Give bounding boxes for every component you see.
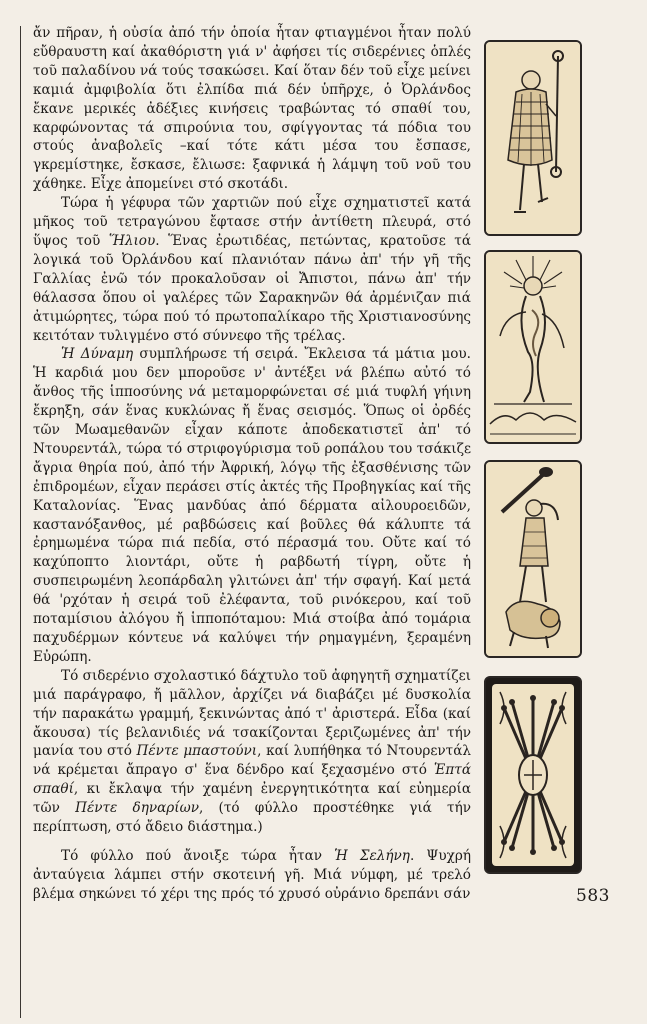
fool-card-illustration: [486, 42, 580, 234]
coins-card-illustration: [486, 678, 580, 872]
paragraph-4: Τό σιδερένιο σχολαστικό δάχτυλο τοῦ ἀφηγητῆ σχηματίζει μιά παράγραφο, ἤ μᾶλλον, ἀρχίζει νά διαβάζει μέ δυσκολία τήν παρακάτω γραμμή, ξεκινώντας ἀπό τ' ἀριστερά. Εἶδα (καί ἄκουσα) τίς βελανιδιές νά τσακίζονται ξεριζωμένες ἀπ' τήν μανία του στό Πέντε μπαστούνι, καί λυπήθηκα τό Ντουρεντάλ νά κρέμεται ἄπραγο σ' ἕνα δένδρο καί ξεχασμένο στό Ἑπτά σπαθί, κι ἔκλαψα τήν χαμένη ἐνεργητικότητα καί εὐημερία τῶν Πέντε δηναρίων, (τό φύλλο προστέθηκε γιά τήν περίπτωση, στό ἄδειο διάστημα.): [33, 667, 471, 836]
coins-card: [484, 676, 582, 874]
paragraph-2: Τώρα ἡ γέφυρα τῶν χαρτιῶν πού εἶχε σχηματιστεῖ κατά μῆκος τοῦ τετραγώνου ἔφτασε στήν ἀντίθετη πλευρά, στό ὕψος τοῦ Ἥλιου. Ἕνας ἐρωτιδέας, πετώντας, κρατοῦσε τά λογικά τοῦ Ὀρλάνδου καί πλανιόταν πάνω ἀπ' τήν γῆ τῆς Γαλλίας ἐνῶ τόν προκαλοῦσαν οἱ Ἄπιστοι, πάνω ἀπ' τήν θάλασσα ὅπου οἱ γαλέρες τῶν Σαρακηνῶν θά ἀρμένιζαν πιά ἀτιμώρητες, τώρα πού τό πρωτοπαλίκαρο τῆς Χριστιανοσύνης κειτόταν τυλιγμένο στό σύννεφο τῆς τρέλας.: [33, 195, 471, 344]
fool-card: [484, 40, 582, 236]
paragraph-3: Ἡ Δύναμη συμπλήρωσε τή σειρά. Ἔκλεισα τά μάτια μου. Ἡ καρδιά μου δεν μποροῦσε ν' ἀντέξει νά βλέπω αὐτό τό ἄνθος τῆς ἱπποσύνης νά μεταμορφώνεται σέ μιά τυφλή γήινη ἔκρηξη, σάν ἕνας κυκλώνας ἤ ἕνας σεισμός. Ὅπως οἱ ὀρδές τῶν Μωαμεθανῶν εἶχαν κάποτε ἀποδεκατιστεῖ ἀπ' τό Ντουρεντάλ, τώρα τό στριφογύρισμα τοῦ ροπάλου του τσάκιζε ἄγρια θηρία πού, ἀπό τήν Ἀφρική, λόγῳ τῆς ἐξασθένισης τῶν ἐπιδρομέων, εἶχαν περάσει στίς ἀκτές τῆς Προβηγκίας καί τῆς Καταλονίας. Ἕνας μανδύας ἀπό δέρματα αἰλουροειδῶν, καστανόξανθος, μέ ραβδώσεις καί βοῦλες θά κάλυπτε τά ἐρημωμένα τώρα πιά πεδία, στό πέρασμά του. Οὔτε καί τό καχύποπτο λιοντάρι, οὔτε ἡ ραβδωτή τίγρη, οὔτε ἡ συσπειρωμένη λεοπάρδαλη γλιτώνει ἀπ' τήν σφαγή. Καί μετά θά 'ρχόταν ἡ σειρά τοῦ ἐλέφαντα, τοῦ ρινόκερου, καί τοῦ ποταμίσιου ἀλόγου ἤ ἱπποπόταμου: Μιά στοίβα ἀπό τομάρια παχυδέρμων κόντευε νά καλύψει τήν ρημαγμένη, ξεραμένη Εὐρώπη.: [33, 346, 472, 665]
strength-card-illustration: [486, 462, 580, 656]
paragraph-1: ἄν πῆραν, ἡ οὐσία ἀπό τήν ὁποία ἦταν φτιαγμένοι ἦταν πολύ εὔθραυστη καί ἀκαθόριστη γιά ν' ἀφήσει τίς σιδερένιες ὁπλές τοῦ παλαδίνου νά τούς τσακώσει. Καί ὅταν δέν τοῦ εἶχε μείνει καμιά ἀμφιβολία ὅτι ἐλπίδα πιά δέν ὑπῆρχε, ὁ Ὀρλάνδος ἔκανε μερικές ἀδέξιες κινήσεις τραβώντας τό σπαθί του, καρφώνοντας τά σπιρούνια του, σφίγγοντας τά πόδια του στούς ἀναβολεῖς –καί τότε κάτι μέσα του ἔσπασε, γκρεμίστηκε, ἔσκασε, ἔλιωσε: ξαφνικά ἡ λάμψη τοῦ νοῦ του χάθηκε. Εἶχε ἀπομείνει στό σκοτάδι.: [33, 25, 471, 193]
page-number: 583: [576, 886, 610, 906]
paragraph-5: Τό φύλλο πού ἄνοιξε τώρα ἦταν Ἡ Σελήνη. Ψυχρή ἀνταύγεια λάμπει στήν σκοτεινή γῆ. Μιά νύμφη, μέ τρελό βλέμα σηκώνει τό χέρι της πρός τό χρυσό οὐράνιο δρεπάνι σάν: [33, 847, 471, 902]
strength-card: [484, 460, 582, 658]
body-text: [33, 24, 471, 904]
sun-card-illustration: [486, 252, 580, 442]
sun-card: [484, 250, 582, 444]
margin-rule: [20, 26, 21, 1018]
